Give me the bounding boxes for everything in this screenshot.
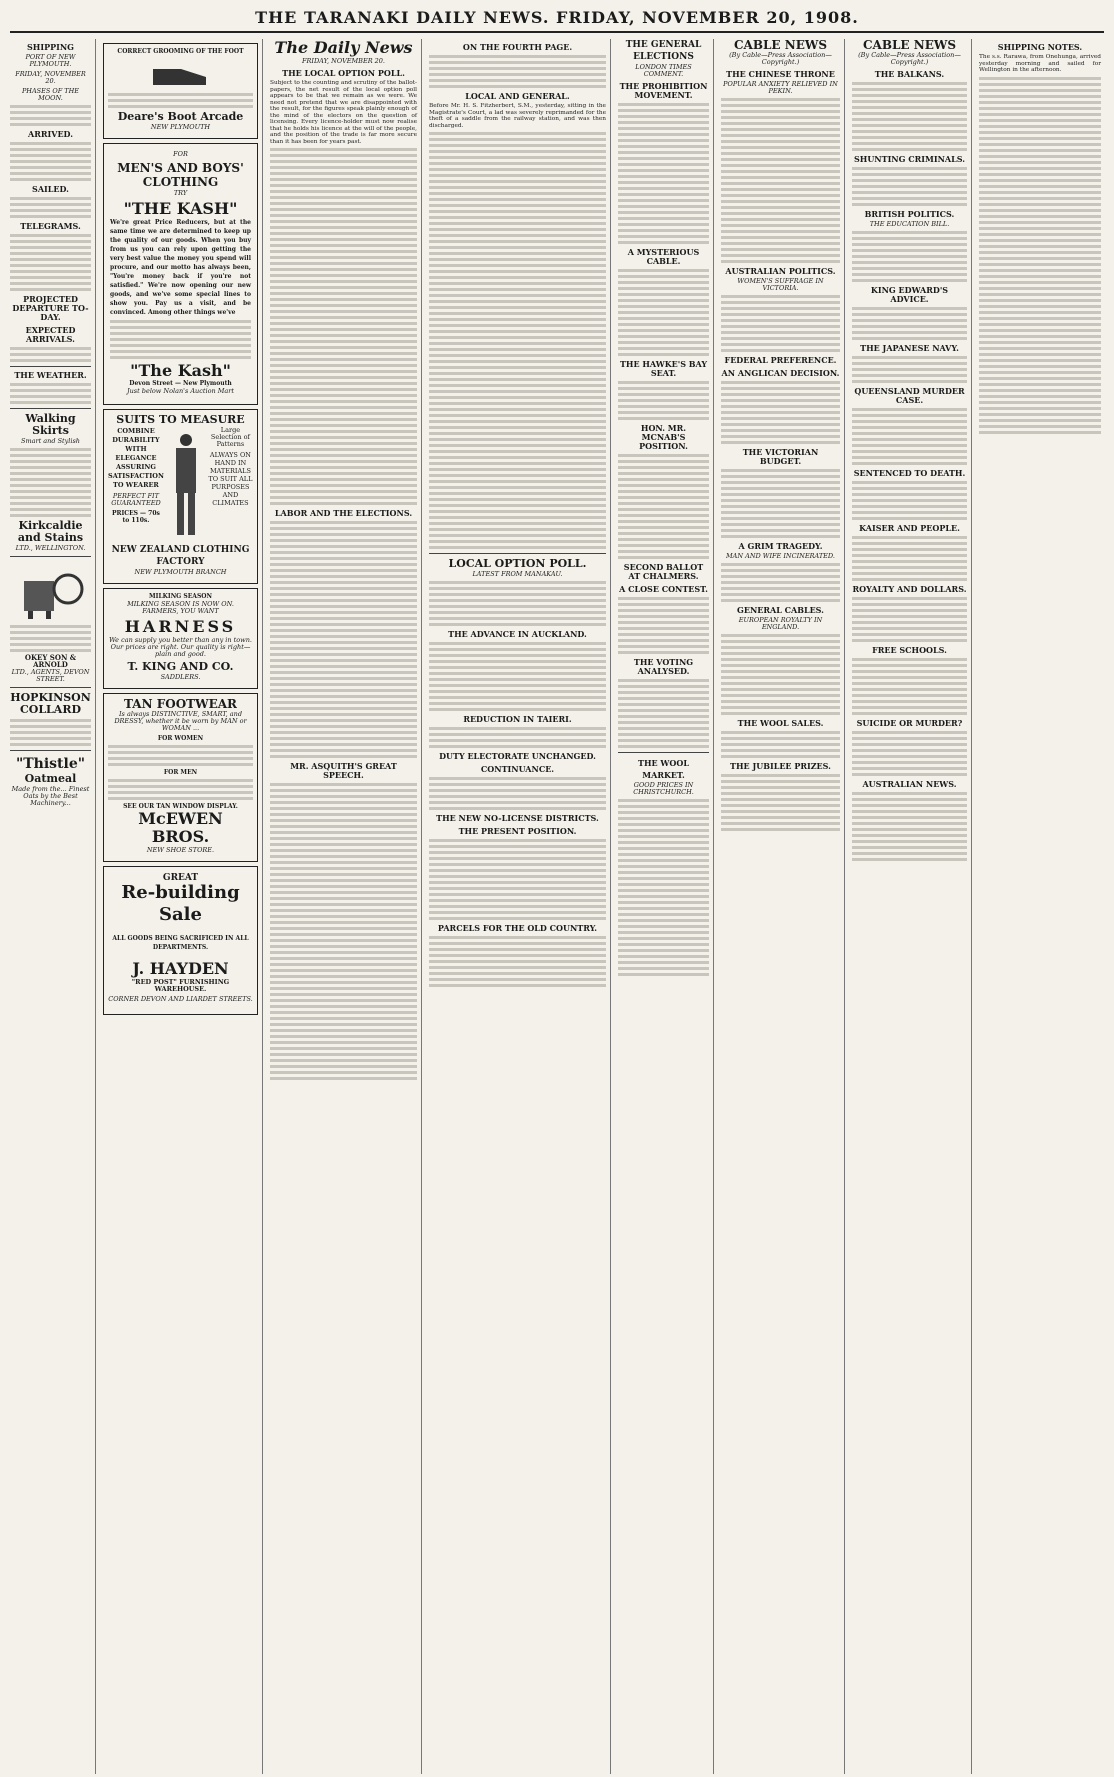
cable-news-heading: CABLE NEWS (733, 39, 828, 52)
prices-text: PRICES — 70s to 110s. (111, 510, 160, 524)
column-elections (618, 39, 714, 1774)
text-lines (429, 581, 606, 626)
combine-text: COMBINE DURABILITY WITH ELEGANCE ASSURING SATISFACTION TO WEARER (108, 427, 164, 489)
kash-heading: "THE KASH" (123, 199, 238, 218)
port-line: PORT OF NEW PLYMOUTH. (25, 53, 76, 68)
text-lines (429, 55, 606, 88)
text-lines (108, 93, 253, 108)
text-lines (10, 448, 91, 517)
kirkcaldie-sub: LTD., WELLINGTON. (15, 544, 86, 552)
text-lines (721, 381, 840, 444)
kash-address-2: Just below Nolan's Auction Mart (127, 387, 234, 395)
foot-grooming-ad (103, 43, 258, 139)
tan-heading: TAN FOOTWEAR (124, 697, 237, 711)
text-lines (852, 731, 967, 776)
text-lines (429, 936, 606, 987)
duty-heading: DUTY ELECTORATE UNCHANGED. (439, 751, 596, 761)
column-advertisements (103, 39, 263, 1774)
text-lines (110, 320, 251, 359)
balkans-heading: THE BALKANS. (874, 69, 945, 79)
try-label: TRY (173, 189, 188, 197)
kash-address: Devon Street — New Plymouth (129, 380, 232, 387)
text-lines (10, 347, 91, 362)
shipping-notes-paragraph: The s.s. Rarawa, from Onehunga, arrived yesterday morning and sailed for Wellington in the afternoon. (979, 54, 1101, 73)
pekin-sub: POPULAR ANXIETY RELIEVED IN PEKIN. (723, 80, 838, 95)
projected-heading: PROJECTED DEPARTURE TO-DAY. (12, 294, 89, 322)
hopkinson-heading: HOPKINSON COLLARD (10, 691, 91, 716)
text-lines (10, 625, 91, 652)
text-lines (852, 658, 967, 715)
cable-news-sub: (By Cable—Press Association—Copyright.) (729, 51, 832, 66)
sentenced-heading: SENTENCED TO DEATH. (853, 468, 966, 478)
column-cable-news-1 (721, 39, 845, 1774)
text-lines (852, 408, 967, 465)
text-lines (429, 132, 606, 549)
chalmers-heading: SECOND BALLOT AT CHALMERS. (623, 562, 704, 581)
okey-sub: LTD., AGENTS, DEVON STREET. (11, 668, 90, 683)
incinerated-sub: MAN AND WIFE INCINERATED. (726, 552, 835, 560)
kash-ad (103, 143, 258, 405)
text-lines (721, 469, 840, 538)
for-label: FOR (173, 150, 188, 158)
taieri-heading: REDUCTION IN TAIERI. (463, 714, 572, 724)
parcels-heading: PARCELS FOR THE OLD COUNTRY. (437, 923, 598, 933)
federal-preference-heading: FEDERAL PREFERENCE. (724, 355, 837, 365)
text-lines (852, 792, 967, 861)
for-men-heading: FOR MEN (163, 769, 198, 776)
large-selection-text: Large Selection of Patterns (210, 426, 250, 448)
text-lines (10, 197, 91, 218)
text-lines (108, 779, 253, 800)
sailed-heading: SAILED. (32, 184, 69, 194)
columns (10, 39, 1104, 1774)
text-lines (618, 269, 709, 356)
text-lines (10, 234, 91, 291)
text-lines (721, 295, 840, 352)
nzcf-heading: NEW ZEALAND CLOTHING FACTORY (111, 545, 250, 567)
harness-sub: We can supply you better than any in town. Our prices are right. Our quality is right—plain and good. (109, 636, 252, 658)
text-lines (852, 356, 967, 383)
text-lines (429, 839, 606, 920)
arrived-heading: ARRIVED. (28, 129, 73, 139)
text-lines (618, 381, 709, 420)
mysterious-cable-heading: A MYSTERIOUS CABLE. (627, 247, 700, 266)
text-lines (429, 642, 606, 711)
window-display-text: SEE OUR TAN WINDOW DISPLAY. (123, 803, 238, 810)
rebuilding-sale-heading: Re-building Sale (121, 882, 240, 925)
victorian-budget-heading: THE VICTORIAN BUDGET. (742, 447, 819, 466)
queensland-murder-heading: QUEENSLAND MURDER CASE. (854, 386, 965, 405)
text-lines (108, 745, 253, 766)
free-schools-heading: FREE SCHOOLS. (872, 645, 947, 655)
king-edward-heading: KING EDWARD'S ADVICE. (870, 285, 949, 304)
column-editorial (270, 39, 422, 1774)
text-lines (618, 597, 709, 654)
chinese-throne-heading: THE CHINESE THRONE (726, 69, 835, 79)
text-lines (852, 231, 967, 282)
column-notes (979, 39, 1105, 1774)
kirkcaldie-heading: Kirkcaldie and Stains (17, 519, 84, 544)
text-lines (429, 777, 606, 810)
walking-skirts-sub: Smart and Stylish (21, 437, 80, 445)
oatmeal-sub: Made from the... Finest Oats by the Best Machinery... (11, 785, 90, 807)
milking-sub: MILKING SEASON IS NOW ON. FARMERS, YOU WANT (127, 600, 234, 615)
mcewen-heading: McEWEN BROS. (138, 809, 223, 846)
mcewen-sub: NEW SHOE STORE. (146, 846, 215, 854)
thistle-heading: "Thistle" (15, 756, 86, 772)
dearle-sub: NEW PLYMOUTH (150, 123, 211, 131)
text-lines (618, 454, 709, 559)
text-lines (618, 799, 709, 976)
editorial-date: FRIDAY, NOVEMBER 20. (301, 57, 385, 65)
general-elections-heading: THE GENERAL ELECTIONS (625, 40, 702, 62)
text-lines (721, 634, 840, 715)
british-politics-heading: BRITISH POLITICS. (864, 209, 955, 219)
text-lines (618, 103, 709, 244)
oatmeal-heading: Oatmeal (24, 772, 77, 785)
tking-sub: SADDLERS. (160, 673, 201, 681)
womens-suffrage-sub: WOMEN'S SUFFRAGE IN VICTORIA. (737, 277, 824, 292)
text-lines (270, 148, 417, 505)
suits-heading: SUITS TO MEASURE (116, 413, 245, 426)
weather-heading: THE WEATHER. (14, 370, 87, 380)
suits-ad (103, 409, 258, 584)
text-lines (10, 383, 91, 404)
column-cable-news-2 (852, 39, 972, 1774)
dearle-heading: Deare's Boot Arcade (117, 110, 244, 123)
no-license-heading: THE NEW NO-LICENSE DISTRICTS. (436, 813, 599, 823)
text-lines (852, 597, 967, 642)
wool-prices-sub: GOOD PRICES IN CHRISTCHURCH. (633, 781, 694, 796)
column-shipping (10, 39, 96, 1774)
wool-sales-heading: THE WOOL SALES. (737, 718, 824, 728)
date-line: FRIDAY, NOVEMBER 20. (15, 70, 86, 85)
text-lines (270, 521, 417, 758)
phases-line: PHASES OF THE MOON. (21, 87, 80, 102)
tan-text: Is always DISTINCTIVE, SMART, and DRESSY, whether it be worn by MAN or WOMAN ... (114, 710, 247, 732)
text-lines (852, 536, 967, 581)
all-goods-text: ALL GOODS BEING SACRIFICED IN ALL DEPARTMENTS. (112, 935, 249, 951)
shipping-heading: SHIPPING (27, 42, 74, 52)
tking-heading: T. KING AND CO. (127, 660, 234, 673)
column-local-news (429, 39, 611, 1774)
labor-elections-heading: LABOR AND THE ELECTIONS. (274, 508, 413, 518)
text-lines (721, 774, 840, 831)
text-lines (270, 783, 417, 1080)
wool-market-heading: THE WOOL MARKET. (638, 758, 689, 780)
man-illustration (168, 430, 204, 540)
always-text: ALWAYS ON HAND IN MATERIALS TO SUIT ALL PURPOSES AND CLIMATES (208, 451, 253, 507)
harness-heading: HARNESS (124, 617, 237, 636)
text-lines (721, 563, 840, 602)
local-option-poll-heading: THE LOCAL OPTION POLL. (282, 68, 405, 78)
manakau-sub: LATEST FROM MANAKAU. (472, 570, 563, 578)
close-contest-heading: A CLOSE CONTEST. (619, 584, 708, 594)
shipping-notes-heading: SHIPPING NOTES. (997, 42, 1083, 52)
local-general-heading: LOCAL AND GENERAL. (465, 91, 570, 101)
prohibition-heading: THE PROHIBITION MOVEMENT. (619, 81, 708, 100)
mcnab-heading: HON. MR. MCNAB'S POSITION. (639, 423, 688, 451)
text-lines (852, 481, 967, 520)
washing-machine-illustration (10, 561, 91, 621)
rebuilding-sale-ad (103, 866, 258, 1015)
editorial-paragraph: Subject to the counting and scrutiny of the ballot-papers, the net result of the local option poll appears to be that we remain as we were. We need not pretend that we are disappointed with the result, for the figures speak plainly enough of the mind of the electors on the question of licensing. Every licence-holder must now realise that he holds his licence at the will of the people, and the position of the trade is far more secure than it has been for years past. (270, 80, 417, 145)
text-lines (721, 98, 840, 263)
masthead: THE TARANAKI DAILY NEWS. FRIDAY, NOVEMBER 20, 1908. (10, 8, 1104, 33)
hayden-address: CORNER DEVON AND LIARDET STREETS. (108, 995, 253, 1003)
voting-analysed-heading: THE VOTING ANALYSED. (633, 657, 694, 676)
asquith-heading: MR. ASQUITH'S GREAT SPEECH. (290, 761, 397, 780)
australian-news-heading: AUSTRALIAN NEWS. (862, 779, 957, 789)
anglican-heading: AN ANGLICAN DECISION. (721, 368, 840, 378)
okey-heading: OKEY SON & ARNOLD (24, 653, 77, 669)
text-lines (10, 719, 91, 746)
education-bill-sub: THE EDUCATION BILL. (869, 220, 950, 228)
grim-tragedy-heading: A GRIM TRAGEDY. (738, 541, 823, 551)
text-lines (721, 731, 840, 758)
walking-skirts-heading: Walking Skirts (25, 412, 76, 437)
royalty-dollars-heading: ROYALTY AND DOLLARS. (852, 584, 967, 594)
harness-ad (103, 588, 258, 689)
mens-clothing-heading: MEN'S AND BOYS' CLOTHING (117, 161, 244, 189)
text-lines (852, 82, 967, 151)
japanese-navy-heading: THE JAPANESE NAVY. (860, 343, 959, 353)
kaiser-heading: KAISER AND PEOPLE. (859, 523, 960, 533)
cable-news-heading-2: CABLE NEWS (862, 39, 957, 52)
auckland-heading: THE ADVANCE IN AUCKLAND. (448, 629, 587, 639)
cable-news-sub-2: (By Cable—Press Association—Copyright.) (858, 51, 961, 66)
for-women-heading: FOR WOMEN (157, 735, 204, 742)
hayden-heading: J. HAYDEN (132, 959, 229, 978)
text-lines (979, 77, 1101, 434)
great-label: GREAT (162, 873, 199, 883)
jubilee-prizes-heading: THE JUBILEE PRIZES. (730, 761, 831, 771)
text-lines (429, 727, 606, 748)
times-comment-sub: LONDON TIMES COMMENT. (635, 63, 692, 78)
text-lines (618, 679, 709, 748)
european-royalty-sub: EUROPEAN ROYALTY IN ENGLAND. (738, 616, 823, 631)
fourth-page-heading: ON THE FOURTH PAGE. (462, 42, 573, 52)
present-position-heading: THE PRESENT POSITION. (458, 826, 577, 836)
expected-heading: EXPECTED ARRIVALS. (25, 325, 76, 344)
local-paragraph: Before Mr. H. S. Fitzherbert, S.M., yesterday, sitting in the Magistrate's Court, a lad was severely reprimanded for the theft of a saddle from the railway station, and was then discharged. (429, 103, 606, 129)
suicide-murder-heading: SUICIDE OR MURDER? (856, 718, 963, 728)
general-cables-heading: GENERAL CABLES. (737, 605, 824, 615)
daily-news-title: The Daily News (274, 39, 413, 57)
telegrams-heading: TELEGRAMS. (20, 221, 81, 231)
milking-heading: MILKING SEASON (149, 593, 212, 600)
foot-grooming-heading: CORRECT GROOMING OF THE FOOT (117, 48, 244, 55)
tan-footwear-ad (103, 693, 258, 862)
text-lines (10, 142, 91, 181)
text-lines (852, 307, 967, 340)
text-lines (10, 105, 91, 126)
hayden-sub: "RED POST" FURNISHING WAREHOUSE. (131, 978, 230, 993)
shunting-criminals-heading: SHUNTING CRIMINALS. (853, 154, 966, 164)
nzcf-sub: NEW PLYMOUTH BRANCH (134, 568, 227, 576)
kash-text: We're great Price Reducers, but at the same time we are determined to keep up the quality of our goods. When you buy from us you can rely upon getting the very best value the money you spend will procure, and our motto has always been, "You're money back if you're not satisfied." We're now opening our new goods, and we've some special lines to show you. Pay us a visit, and be convinced. Among other things we've (110, 219, 251, 316)
text-lines (852, 167, 967, 206)
boot-illustration (108, 59, 253, 89)
australian-politics-heading: AUSTRALIAN POLITICS. (725, 266, 836, 276)
kash-big-heading: "The Kash" (130, 361, 231, 380)
local-option-heading: LOCAL OPTION POLL. (448, 557, 587, 570)
continuance-heading: CONTINUANCE. (480, 764, 555, 774)
perfect-fit-text: PERFECT FIT GUARANTEED (111, 492, 161, 507)
hawkes-bay-heading: THE HAWKE'S BAY SEAT. (619, 359, 708, 378)
